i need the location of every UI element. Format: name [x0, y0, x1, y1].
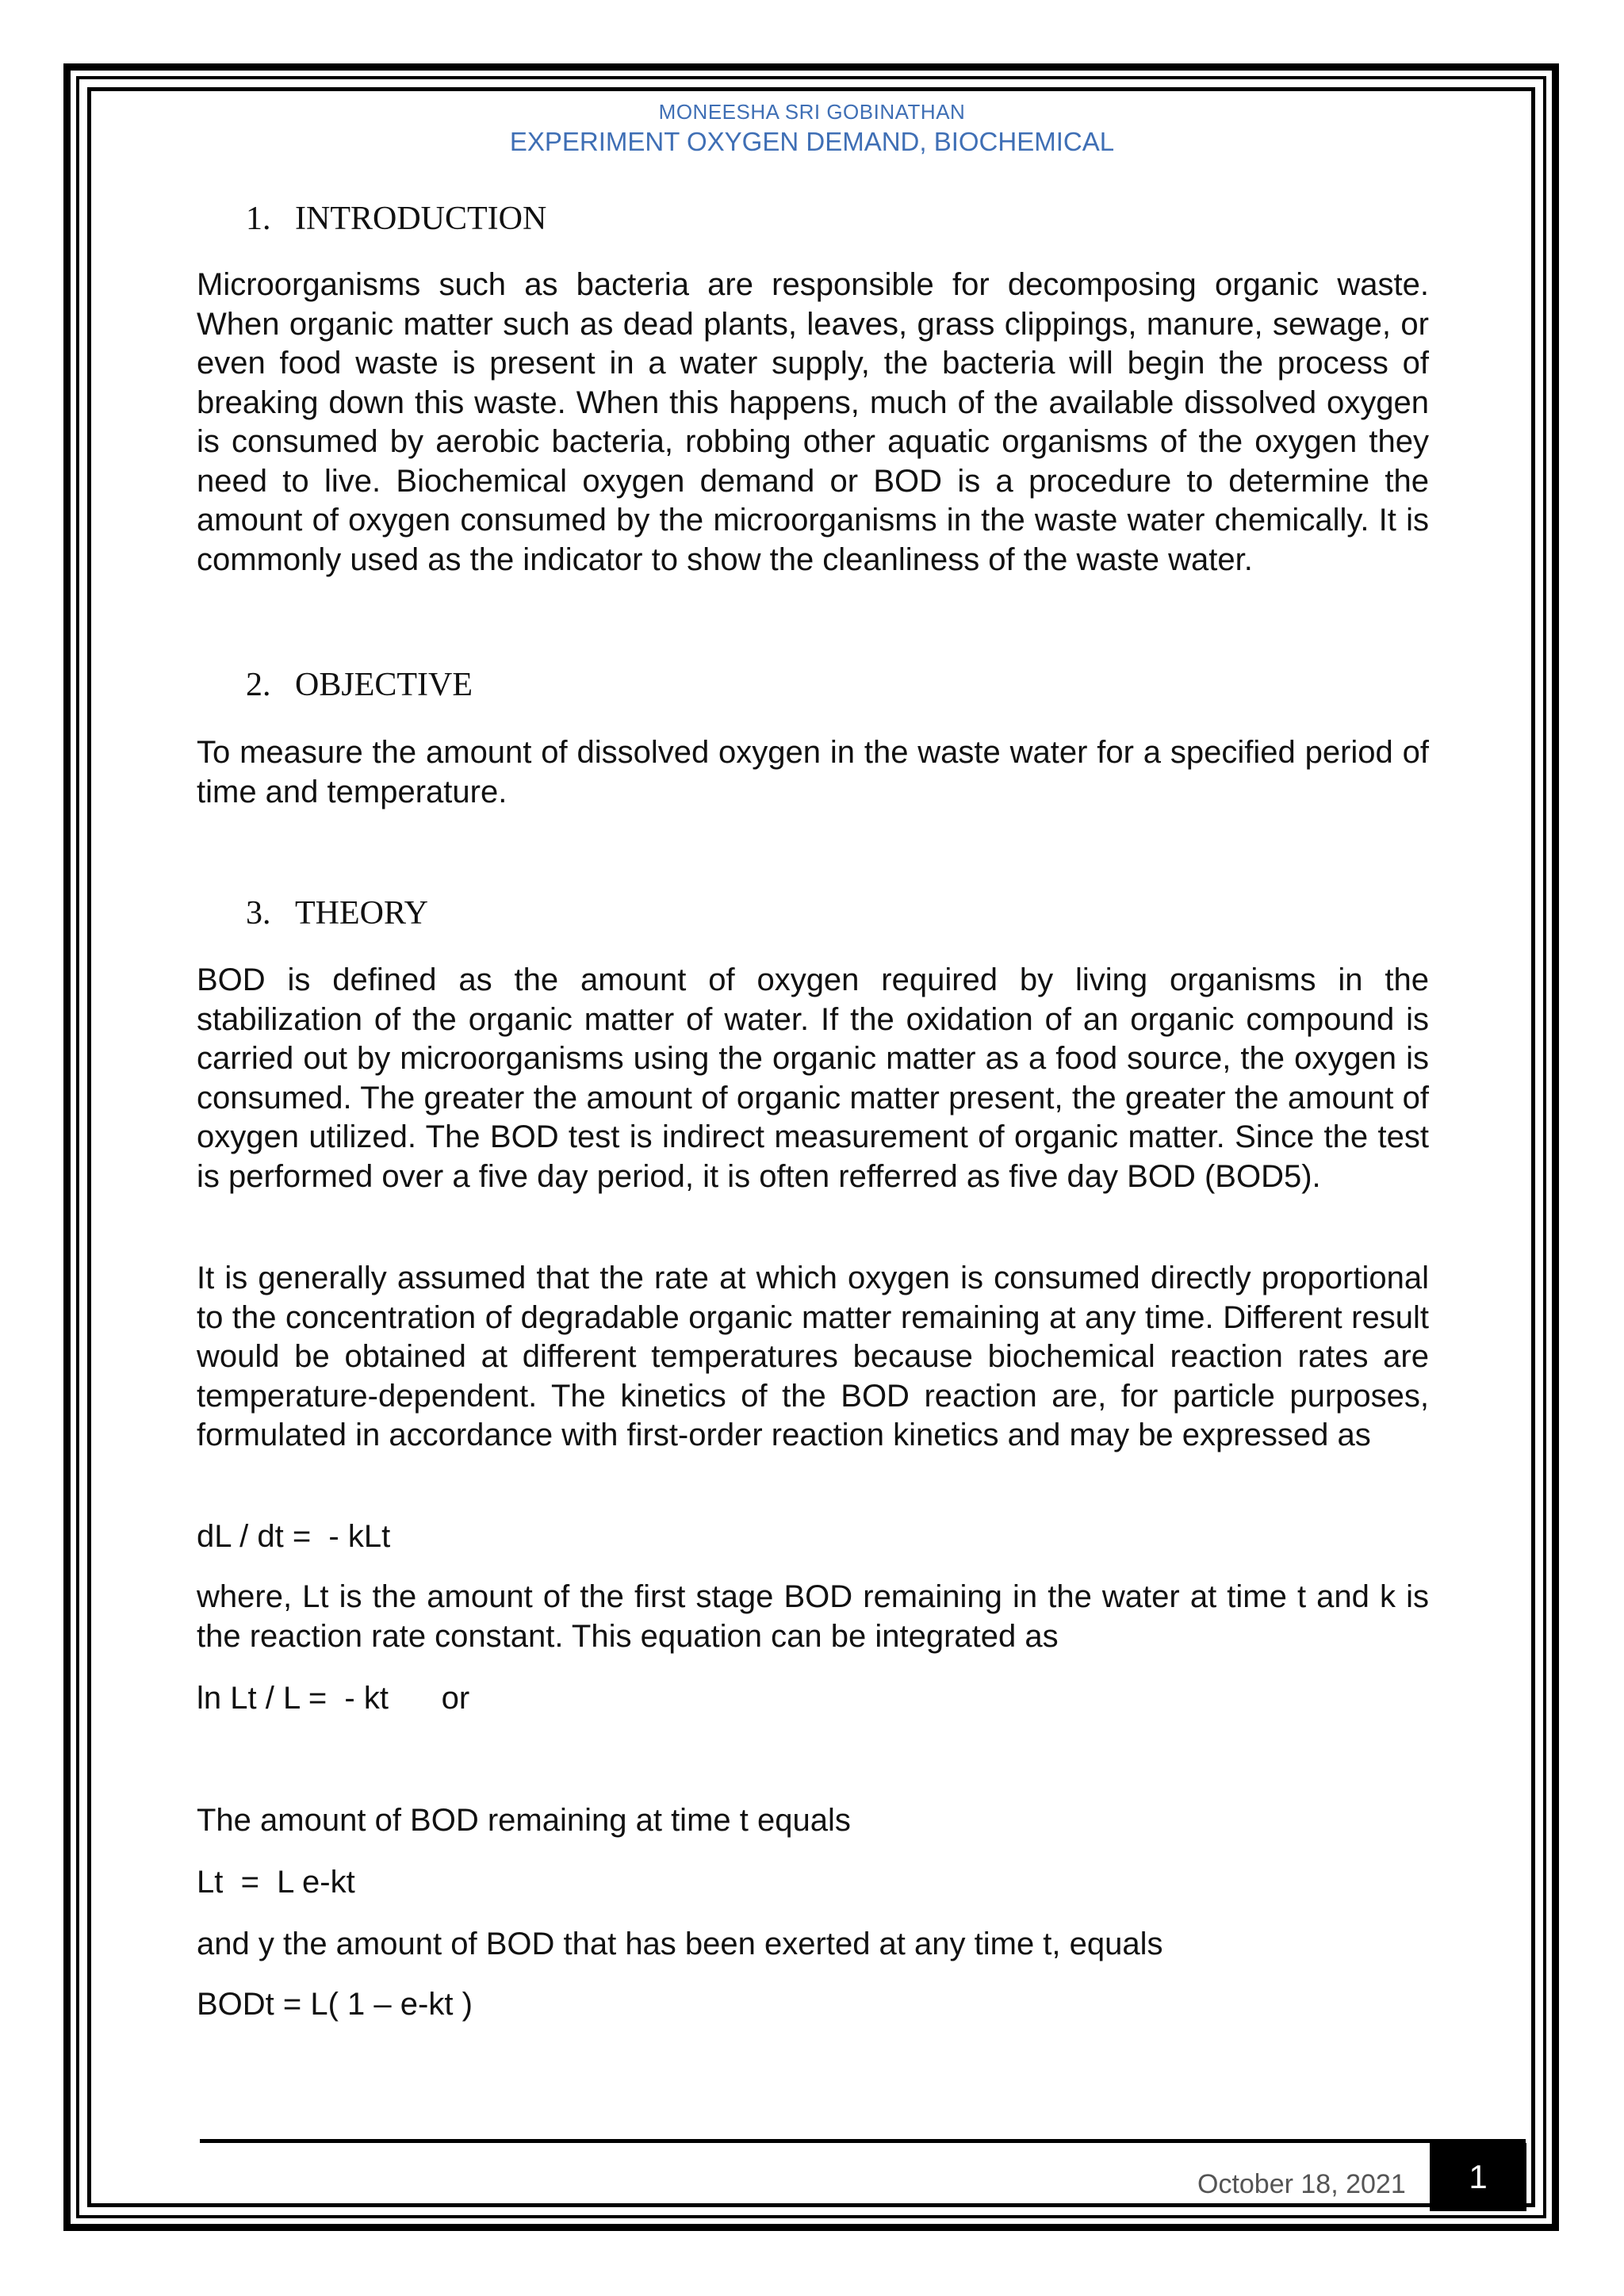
header-author: MONEESHA SRI GOBINATHAN — [658, 100, 966, 124]
page-number-box — [1430, 2143, 1526, 2211]
equation-rate: dL / dt = - kLt — [197, 1519, 391, 1554]
exerted-paragraph: and y the amount of BOD that has been exerted at any time t, equals — [197, 1927, 1163, 1961]
equation-bodt: BODt = L( 1 – e-kt ) — [197, 1987, 473, 2022]
introduction-paragraph: Microorganisms such as bacteria are responsible for decomposing organic waste. When organic matter such as dead plants, leaves, grass clippings, manure, sewage, or even food waste is present in a water supply, the bacteria will begin the process of breaking down this waste. When this happens, much of the available dissolved oxygen is consumed by aerobic bacteria, robbing other aquatic organisms of the oxygen they need to live. Biochemical oxygen demand or BOD is a procedure to determine the amount of oxygen consumed by the microorganisms in the waste water chemically. It is commonly used as the indicator to show the cleanliness of the waste water. — [197, 267, 1429, 577]
footer-rule — [200, 2139, 1526, 2143]
section-title: OBJECTIVE — [295, 667, 473, 703]
footer-date: October 18, 2021 — [1197, 2169, 1406, 2199]
where-paragraph: where, Lt is the amount of the first stage BOD remaining in the water at time t and k is the reaction rate constant. This equation can be integrated as — [197, 1579, 1429, 1654]
section-heading-objective — [246, 666, 473, 704]
section-title: INTRODUCTION — [295, 201, 547, 237]
section-number: 3. — [246, 895, 271, 932]
theory-paragraph-2: It is generally assumed that the rate at which oxygen is consumed directly proportional to the concentration of degradable organic matter remaining at any time. Different result would be obtained at different temperatures because biochemical reaction rates are temperature-dependent. The kinetics of the BOD reaction are, for particle purposes, formulated in accordance with first-order reaction kinetics and may be expressed as — [197, 1261, 1429, 1452]
header-title: EXPERIMENT OXYGEN DEMAND, BIOCHEMICAL — [509, 127, 1115, 156]
section-number: 1. — [246, 201, 271, 237]
theory-paragraph-1: BOD is defined as the amount of oxygen required by living organisms in the stabilization of the organic matter of water. If the oxidation of an organic compound is carried out by microorganisms using the organic matter as a food source, the oxygen is consumed. The greater the amount of organic matter present, the greater the amount of oxygen utilized. The BOD test is indirect measurement of organic matter. Since the test is performed over a five day period, it is often refferred as five day BOD (BOD5). — [197, 962, 1429, 1194]
section-heading-introduction — [246, 200, 546, 238]
remaining-paragraph: The amount of BOD remaining at time t equals — [197, 1803, 851, 1838]
objective-paragraph: To measure the amount of dissolved oxygen in the waste water for a specified period of time and temperature. — [197, 735, 1429, 809]
section-heading-theory — [246, 894, 428, 932]
section-number: 2. — [246, 667, 271, 703]
equation-remaining: Lt = L e-kt — [197, 1865, 355, 1900]
page-number: 1 — [1469, 2158, 1488, 2195]
equation-integrated: ln Lt / L = - kt or — [197, 1681, 470, 1716]
section-title: THEORY — [295, 895, 428, 932]
